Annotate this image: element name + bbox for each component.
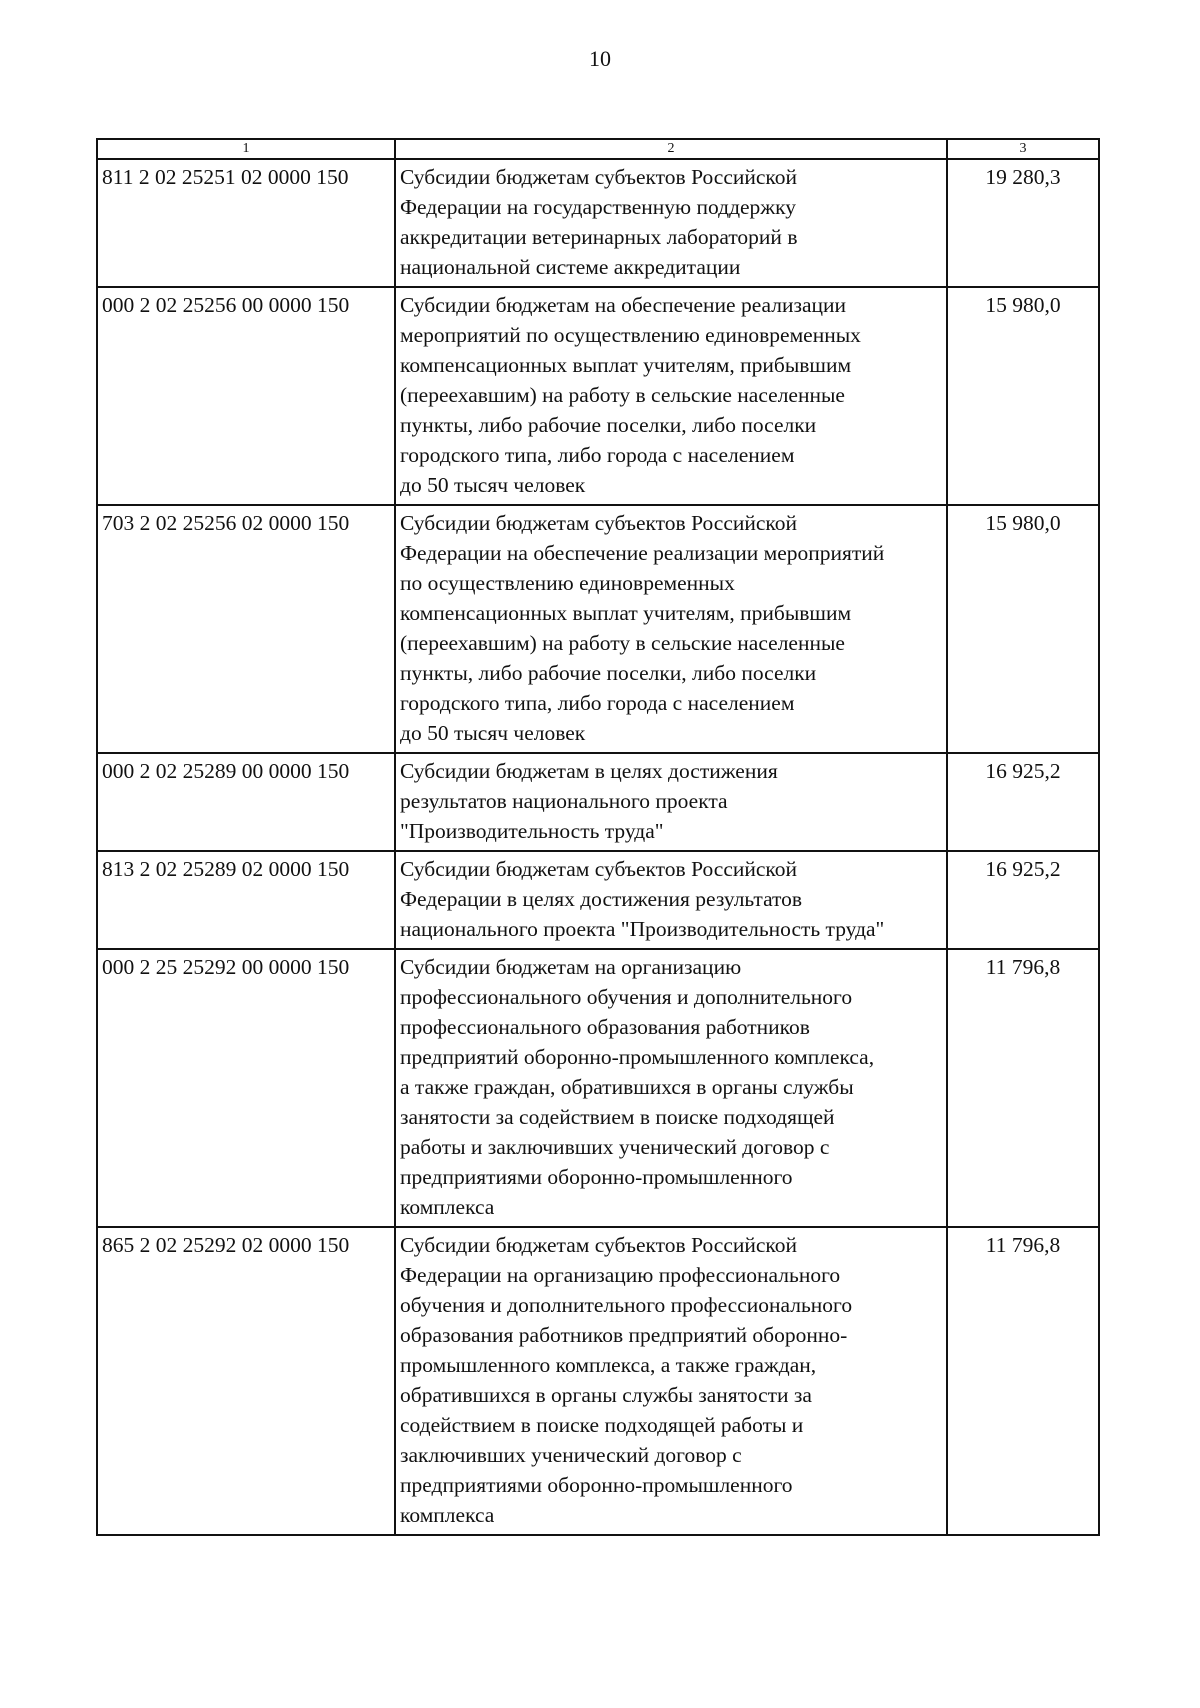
description-line: (переехавшим) на работу в сельские населенные (400, 383, 845, 407)
budget-code-cell: 811 2 02 25251 02 0000 150 (97, 159, 395, 287)
description-line: обратившихся в органы службы занятости за (400, 1383, 812, 1407)
description-line: национальной системе аккредитации (400, 255, 741, 279)
description-line: Субсидии бюджетам субъектов Российской (400, 165, 798, 189)
amount-cell: 15 980,0 (947, 287, 1099, 505)
description-cell (395, 505, 947, 753)
description-line: пункты, либо рабочие поселки, либо поселки (400, 661, 817, 685)
description-line: Субсидии бюджетам субъектов Российской (400, 511, 798, 535)
budget-table (96, 138, 1100, 1536)
description-cell (395, 851, 947, 949)
description-line: обучения и дополнительного профессионального (400, 1293, 853, 1317)
description-line: образования работников предприятий оборонно- (400, 1323, 848, 1347)
description-line: профессионального обучения и дополнительного (400, 985, 853, 1009)
table-row (97, 753, 1099, 851)
description-line: Субсидии бюджетам на организацию (400, 955, 742, 979)
header-row (97, 139, 1099, 159)
description-line: Субсидии бюджетам субъектов Российской (400, 857, 798, 881)
description-cell (395, 949, 947, 1227)
column-header-description: 2 (395, 139, 947, 159)
description-line: "Производительность труда" (400, 819, 664, 843)
description-line: промышленного комплекса, а также граждан, (400, 1353, 817, 1377)
column-header-amount: 3 (947, 139, 1099, 159)
amount-cell: 11 796,8 (947, 949, 1099, 1227)
description-line: а также граждан, обратившихся в органы службы (400, 1075, 854, 1099)
description-cell (395, 159, 947, 287)
description-line: предприятиями оборонно-промышленного (400, 1473, 793, 1497)
description-line: национального проекта "Производительность труда" (400, 917, 885, 941)
description-line: пункты, либо рабочие поселки, либо поселки (400, 413, 817, 437)
description-line: по осуществлению единовременных (400, 571, 735, 595)
description-line: аккредитации ветеринарных лабораторий в (400, 225, 798, 249)
amount-cell: 16 925,2 (947, 851, 1099, 949)
table-row (97, 287, 1099, 505)
description-line: Федерации в целях достижения результатов (400, 887, 803, 911)
description-line: Федерации на государственную поддержку (400, 195, 797, 219)
description-line: Федерации на обеспечение реализации мероприятий (400, 541, 885, 565)
amount-cell: 11 796,8 (947, 1227, 1099, 1535)
description-cell (395, 287, 947, 505)
description-line: (переехавшим) на работу в сельские населенные (400, 631, 845, 655)
description-line: заключивших ученический договор с (400, 1443, 742, 1467)
budget-code-cell: 000 2 02 25256 00 0000 150 (97, 287, 395, 505)
description-line: Субсидии бюджетам на обеспечение реализации (400, 293, 847, 317)
description-line: мероприятий по осуществлению единовременных (400, 323, 861, 347)
description-line: занятости за содействием в поиске подходящей (400, 1105, 835, 1129)
table-row (97, 505, 1099, 753)
page-number: 10 (589, 46, 611, 71)
budget-code-cell: 000 2 02 25289 00 0000 150 (97, 753, 395, 851)
description-line: компенсационных выплат учителям, прибывшим (400, 353, 852, 377)
description-line: работы и заключивших ученический договор с (400, 1135, 830, 1159)
description-line: предприятий оборонно-промышленного комплекса, (400, 1045, 875, 1069)
table-row (97, 851, 1099, 949)
description-line: Субсидии бюджетам в целях достижения (400, 759, 778, 783)
description-line: до 50 тысяч человек (400, 473, 586, 497)
description-line: комплекса (400, 1195, 495, 1219)
description-line: городского типа, либо города с населением (400, 443, 795, 467)
description-line: Федерации на организацию профессионального (400, 1263, 841, 1287)
budget-code-cell: 000 2 25 25292 00 0000 150 (97, 949, 395, 1227)
description-line: содействием в поиске подходящей работы и (400, 1413, 804, 1437)
table-body (97, 159, 1099, 1535)
amount-cell: 19 280,3 (947, 159, 1099, 287)
description-line: компенсационных выплат учителям, прибывшим (400, 601, 852, 625)
description-line: результатов национального проекта (400, 789, 728, 813)
description-line: профессионального образования работников (400, 1015, 810, 1039)
budget-code-cell: 813 2 02 25289 02 0000 150 (97, 851, 395, 949)
description-line: Субсидии бюджетам субъектов Российской (400, 1233, 798, 1257)
description-cell (395, 1227, 947, 1535)
description-line: до 50 тысяч человек (400, 721, 586, 745)
amount-cell: 16 925,2 (947, 753, 1099, 851)
table-header (97, 139, 1099, 159)
description-line: городского типа, либо города с населением (400, 691, 795, 715)
description-line: комплекса (400, 1503, 495, 1527)
budget-code-cell: 865 2 02 25292 02 0000 150 (97, 1227, 395, 1535)
description-line: предприятиями оборонно-промышленного (400, 1165, 793, 1189)
table-row (97, 949, 1099, 1227)
table-row (97, 1227, 1099, 1535)
column-header-code: 1 (97, 139, 395, 159)
table-row (97, 159, 1099, 287)
amount-cell: 15 980,0 (947, 505, 1099, 753)
description-cell (395, 753, 947, 851)
budget-code-cell: 703 2 02 25256 02 0000 150 (97, 505, 395, 753)
